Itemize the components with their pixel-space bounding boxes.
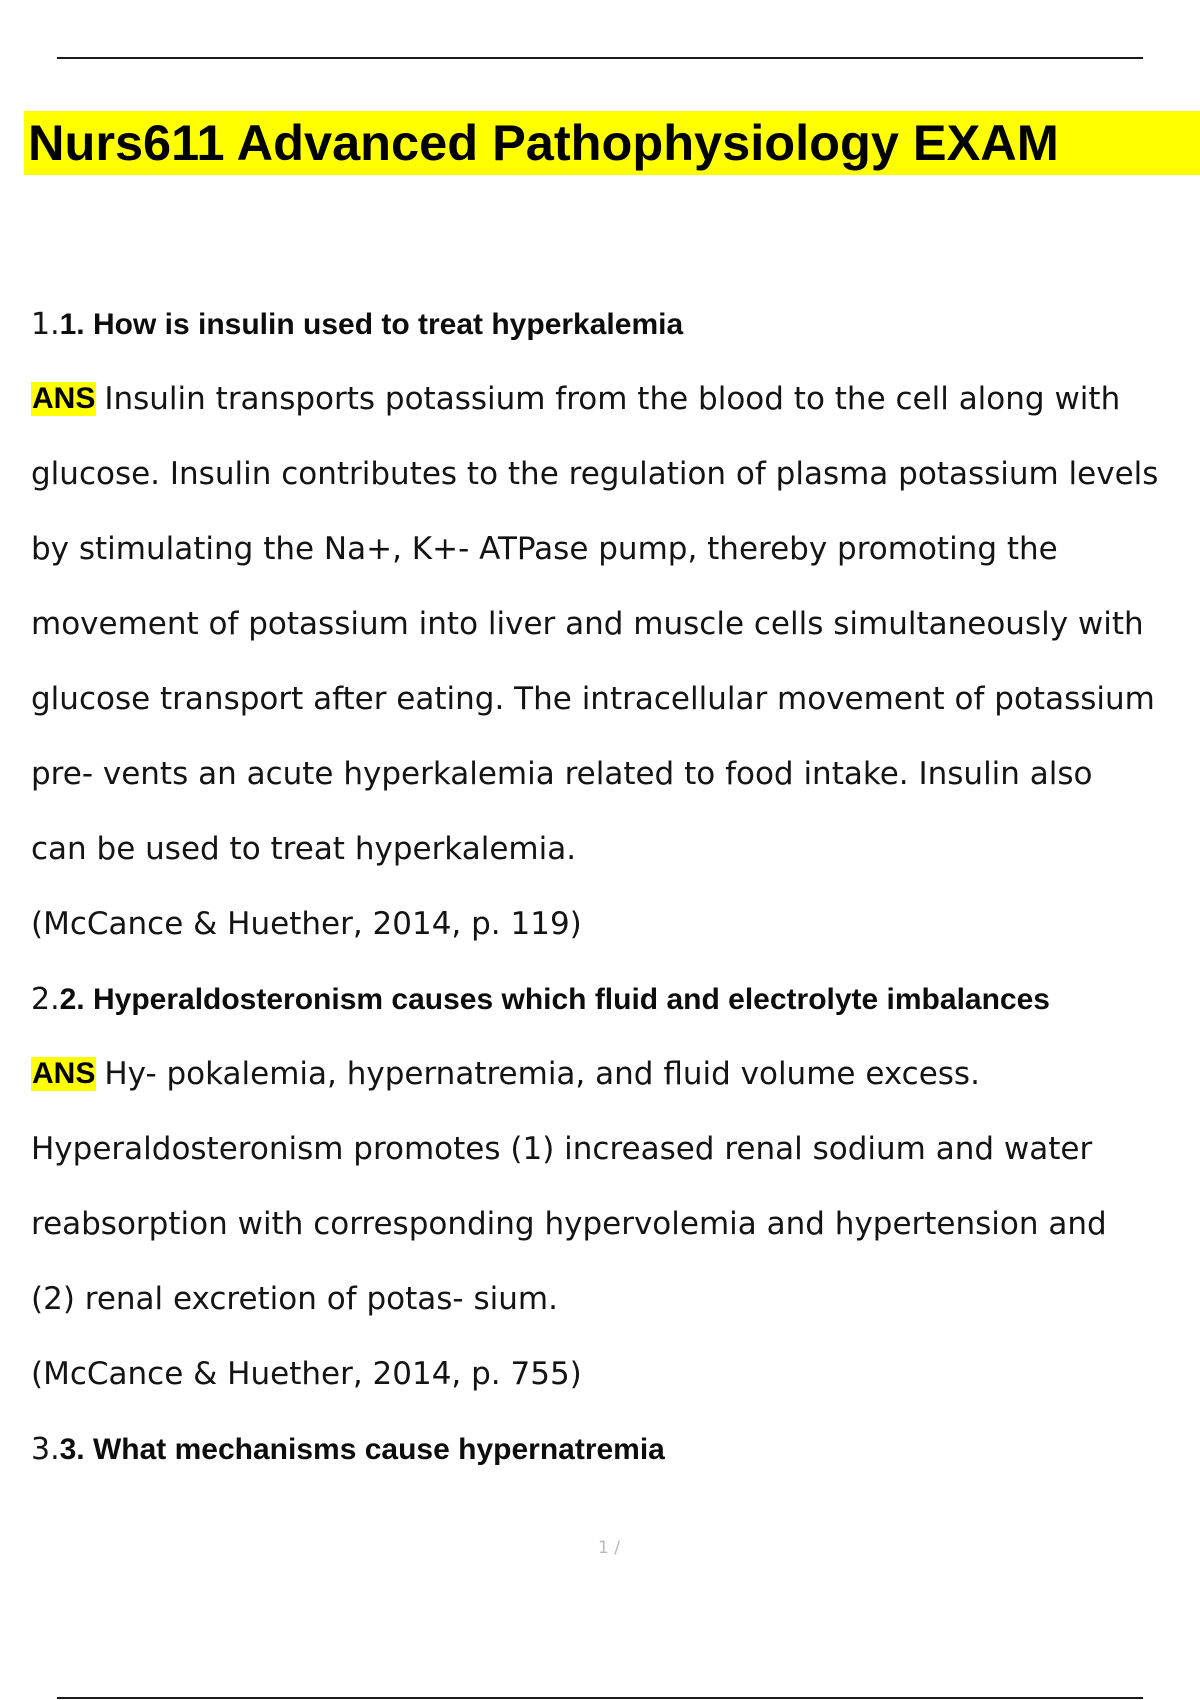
citation: (McCance & Huether, 2014, p. 119) bbox=[31, 906, 582, 942]
citation: (McCance & Huether, 2014, p. 755) bbox=[31, 1356, 582, 1392]
question-heading bbox=[31, 962, 1196, 1037]
answer-line: (2) renal excretion of potas- sium. bbox=[31, 1281, 558, 1317]
bottom-divider bbox=[57, 1697, 1143, 1699]
answer-line: movement of potassium into liver and muscle cells simultaneously with bbox=[31, 606, 1144, 642]
answer-line: pre- vents an acute hyperkalemia related to food intake. Insulin also bbox=[31, 756, 1093, 792]
answer-line: reabsorption with corresponding hypervolemia and hypertension and bbox=[31, 1206, 1107, 1242]
question-heading bbox=[31, 1412, 1196, 1487]
question-number: 3. bbox=[31, 1432, 60, 1467]
question-text: 2. Hyperaldosteronism causes which fluid and electrolyte imbalances bbox=[59, 983, 1050, 1016]
answer-line: can be used to treat hyperkalemia. bbox=[31, 831, 577, 867]
answer-line bbox=[31, 1037, 1196, 1112]
answer-text: Insulin transports potassium from the blood to the cell along with bbox=[104, 381, 1121, 417]
answer-line bbox=[31, 362, 1196, 437]
answer-text: Hy- pokalemia, hypernatremia, and fluid volume excess. bbox=[104, 1056, 980, 1092]
answer-line: glucose. Insulin contributes to the regulation of plasma potassium levels bbox=[31, 456, 1159, 492]
answer-tag: ANS bbox=[32, 382, 96, 415]
top-divider bbox=[57, 57, 1143, 59]
answer-line: by stimulating the Na+, K+- ATPase pump, thereby promoting the bbox=[31, 531, 1058, 567]
question-number: 2. bbox=[31, 982, 60, 1017]
page-number: 1 / bbox=[598, 1538, 620, 1558]
exam-content bbox=[31, 287, 1196, 1487]
answer-line: Hyperaldosteronism promotes (1) increased renal sodium and water bbox=[31, 1131, 1093, 1167]
question-text: 3. What mechanisms cause hypernatremia bbox=[59, 1433, 665, 1466]
question-text: 1. How is insulin used to treat hyperkalemia bbox=[59, 308, 684, 341]
question-heading bbox=[31, 287, 1196, 362]
title-highlight bbox=[24, 111, 1200, 175]
document-title: Nurs611 Advanced Pathophysiology EXAM bbox=[28, 114, 1059, 171]
question-number: 1. bbox=[31, 307, 60, 342]
answer-line: glucose transport after eating. The intracellular movement of potassium bbox=[31, 681, 1155, 717]
answer-tag: ANS bbox=[32, 1057, 96, 1090]
